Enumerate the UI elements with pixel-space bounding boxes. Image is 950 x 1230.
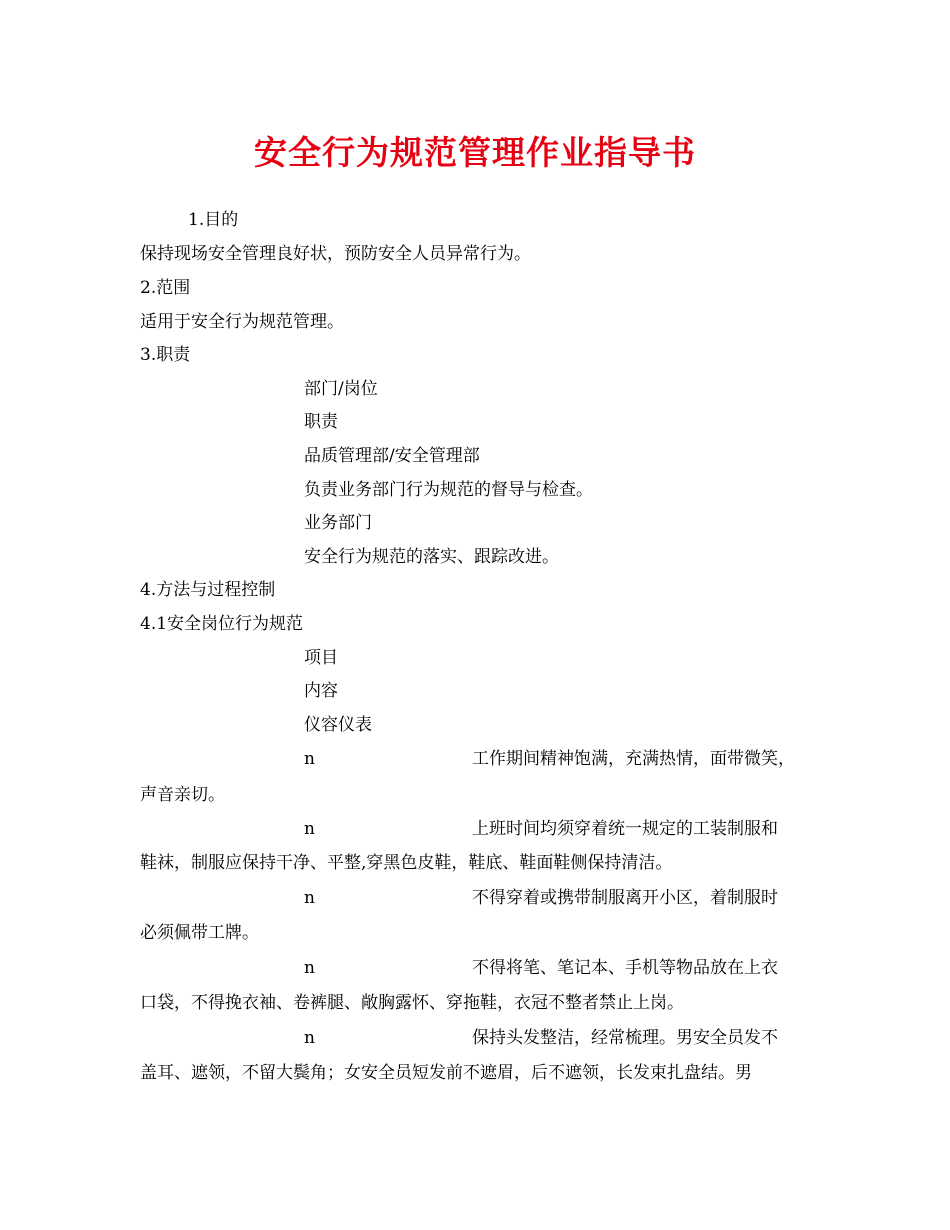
document-title: 安全行为规范管理作业指导书 bbox=[254, 133, 696, 172]
table-cell: 职责 bbox=[304, 412, 338, 432]
bullet-marker: n bbox=[304, 749, 315, 769]
bullet-continuation: 必须佩带工牌。 bbox=[140, 923, 259, 943]
bullet-marker: n bbox=[304, 888, 315, 908]
section-4-heading: 4.方法与过程控制 bbox=[140, 580, 276, 600]
bullet-continuation: 声音亲切。 bbox=[140, 785, 225, 805]
bullet-marker: n bbox=[304, 1028, 315, 1048]
table-cell: 负责业务部门行为规范的督导与检查。 bbox=[304, 480, 593, 500]
bullet-marker: n bbox=[304, 819, 315, 839]
bullet-text: 工作期间精神饱满，充满热情，面带微笑， bbox=[472, 749, 795, 769]
bullet-continuation: 盖耳、遮领，不留大鬓角；女安全员短发前不遮眉，后不遮领，长发束扎盘结。男 bbox=[140, 1063, 752, 1083]
section-4-1-heading: 4.1安全岗位行为规范 bbox=[140, 614, 304, 634]
table-cell: 部门/岗位 bbox=[304, 379, 378, 399]
table-cell: 项目 bbox=[304, 648, 338, 668]
bullet-text: 保持头发整洁，经常梳理。男安全员发不 bbox=[472, 1028, 778, 1048]
table-cell: 安全行为规范的落实、跟踪改进。 bbox=[304, 547, 559, 567]
table-cell: 业务部门 bbox=[304, 513, 372, 533]
bullet-text: 不得穿着或携带制服离开小区，着制服时 bbox=[472, 888, 778, 908]
section-3-heading: 3.职责 bbox=[140, 345, 191, 365]
bullet-continuation: 口袋，不得挽衣袖、卷裤腿、敞胸露怀、穿拖鞋，衣冠不整者禁止上岗。 bbox=[140, 993, 684, 1013]
section-1-heading: 1.目的 bbox=[188, 210, 239, 230]
table-cell: 仪容仪表 bbox=[304, 715, 372, 735]
section-2-heading: 2.范围 bbox=[140, 278, 191, 298]
table-cell: 品质管理部/安全管理部 bbox=[304, 446, 480, 466]
table-cell: 内容 bbox=[304, 681, 338, 701]
section-1-body: 保持现场安全管理良好状，预防安全人员异常行为。 bbox=[140, 244, 531, 264]
section-2-body: 适用于安全行为规范管理。 bbox=[140, 312, 344, 332]
bullet-text: 不得将笔、笔记本、手机等物品放在上衣 bbox=[472, 958, 778, 978]
bullet-marker: n bbox=[304, 958, 315, 978]
bullet-text: 上班时间均须穿着统一规定的工装制服和 bbox=[472, 819, 778, 839]
bullet-continuation: 鞋袜，制服应保持干净、平整,穿黑色皮鞋，鞋底、鞋面鞋侧保持清洁。 bbox=[140, 853, 673, 873]
